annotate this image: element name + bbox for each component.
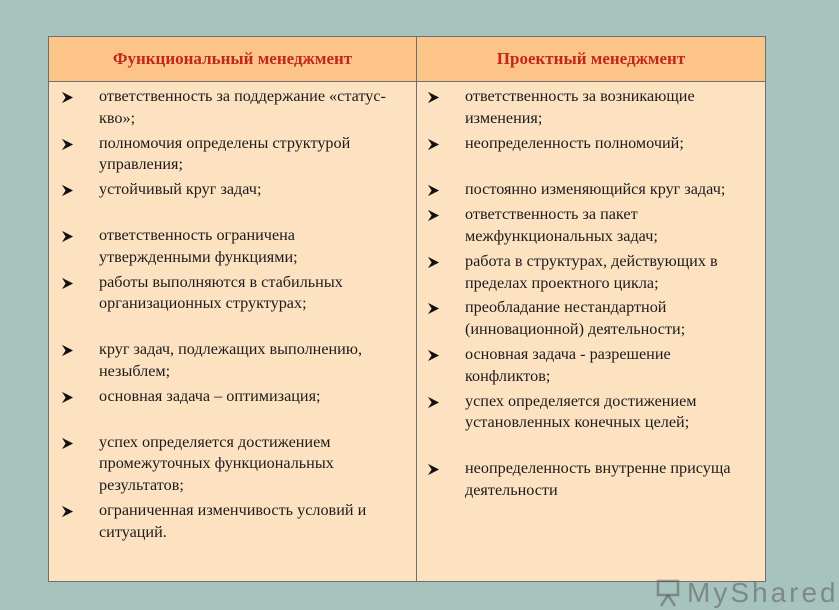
- list-item-text: неопределенность внутренне присуща деятельности: [465, 459, 731, 499]
- list-item-text: круг задач, подлежащих выполнению, незыблем;: [99, 340, 362, 380]
- list-item-text: полномочия определены структурой управления;: [99, 133, 351, 174]
- list-item: [427, 86, 759, 130]
- arrow-check-bullet-icon: [427, 463, 440, 476]
- arrow-check-bullet-icon: [61, 184, 74, 197]
- list-item: [427, 344, 759, 388]
- project-management-column: [427, 86, 759, 502]
- arrow-check-bullet-icon: [427, 209, 440, 222]
- table-header-row: [49, 37, 765, 82]
- arrow-check-bullet-icon: [61, 437, 74, 450]
- list-item: [427, 391, 759, 435]
- arrow-check-bullet-icon: [427, 256, 440, 269]
- arrow-check-bullet-icon: [427, 349, 440, 362]
- list-item: [427, 458, 759, 502]
- presentation-board-icon: [655, 578, 681, 608]
- arrow-check-bullet-icon: [427, 91, 440, 104]
- functional-management-column: [61, 86, 407, 544]
- arrow-check-bullet-icon: [61, 505, 74, 518]
- arrow-check-bullet-icon: [61, 344, 74, 357]
- header-functional-management: Функциональный менеджмент: [49, 37, 417, 81]
- list-item: [61, 179, 407, 201]
- column-divider: [416, 81, 417, 581]
- arrow-check-bullet-icon: [61, 230, 74, 243]
- list-item: [61, 339, 407, 383]
- arrow-check-bullet-icon: [427, 302, 440, 315]
- list-item: [61, 432, 407, 497]
- list-item-text: работа в структурах, действующих в пределах проектного цикла;: [465, 251, 718, 292]
- list-item: [61, 386, 407, 408]
- list-item: [427, 133, 759, 155]
- list-item: [427, 204, 759, 248]
- arrow-check-bullet-icon: [61, 91, 74, 104]
- arrow-check-bullet-icon: [427, 138, 440, 151]
- list-item-text: успех определяется достижением промежуточных функциональных результатов;: [99, 432, 334, 495]
- header-project-management: Проектный менеджмент: [496, 49, 686, 68]
- arrow-check-bullet-icon: [61, 391, 74, 404]
- list-item-text: ответственность за пакет межфункциональных задач;: [465, 205, 658, 245]
- list-item-text: ответственность за возникающие изменения;: [465, 87, 695, 127]
- list-item: [61, 225, 407, 269]
- list-item-text: основная задача – оптимизация;: [99, 386, 321, 405]
- list-item-text: преобладание нестандартной (инновационной) деятельности;: [465, 298, 686, 339]
- list-item-text: ответственность ограничена утвержденными функциями;: [99, 225, 298, 266]
- arrow-check-bullet-icon: [427, 396, 440, 409]
- list-item-text: постоянно изменяющийся круг задач;: [465, 180, 726, 199]
- list-item: [427, 297, 759, 341]
- arrow-check-bullet-icon: [61, 277, 74, 290]
- list-item-text: ограниченная изменчивость условий и ситуаций.: [99, 500, 367, 541]
- list-item-text: ответственность за поддержание «статус-кво»;: [99, 87, 386, 127]
- list-item-text: устойчивый круг задач;: [99, 180, 262, 199]
- list-item: [61, 272, 407, 316]
- list-item: [61, 133, 407, 177]
- myshared-watermark: [655, 576, 839, 610]
- list-item-text: успех определяется достижением установленных конечных целей;: [465, 391, 697, 432]
- list-item: [61, 500, 407, 544]
- arrow-check-bullet-icon: [61, 138, 74, 151]
- list-item-text: основная задача - разрешение конфликтов;: [465, 344, 671, 385]
- watermark-text: MyShared: [687, 577, 839, 608]
- arrow-check-bullet-icon: [427, 184, 440, 197]
- list-item-text: работы выполняются в стабильных организационных структурах;: [99, 272, 343, 313]
- list-item: [427, 179, 759, 201]
- list-item: [61, 86, 407, 130]
- comparison-table: [48, 36, 839, 608]
- list-item-text: неопределенность полномочий;: [465, 133, 684, 152]
- list-item: [427, 251, 759, 295]
